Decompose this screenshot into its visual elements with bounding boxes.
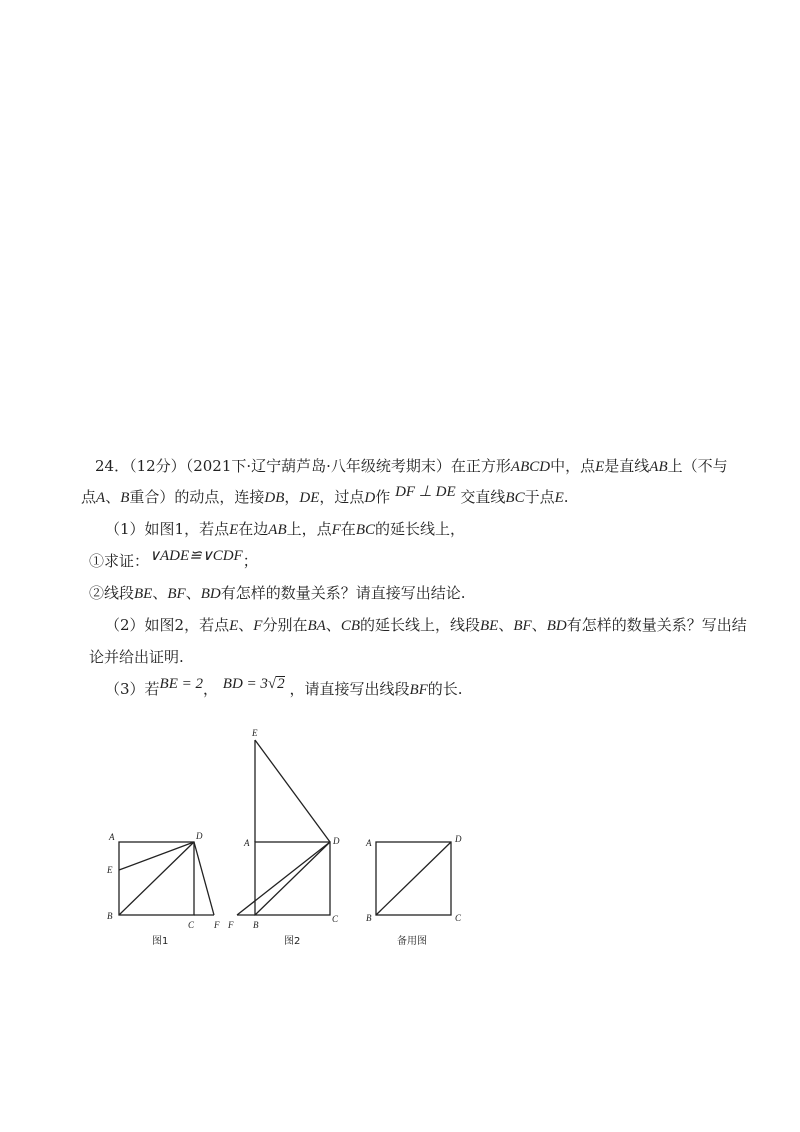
text-segment: 、 [152,584,168,602]
fig1-label-a: A [109,832,115,842]
text-segment: ，过点 [319,488,365,506]
text-segment: 的延长线上，线段 [359,616,480,634]
fig2-label-a: A [244,838,250,848]
subquestion-2-line-2 [89,647,184,667]
fig3-label-a: A [366,838,372,848]
figure-1 [106,831,220,947]
text-segment: 、 [531,616,547,634]
text-segment: 重合）的动点，连接 [129,488,265,506]
problem-line-1 [95,456,728,477]
text-segment: 分别在 [262,616,308,634]
fig3-label-c: C [455,913,462,923]
figure-2 [227,728,340,947]
subquestion-1-i [89,548,258,572]
text-segment: 有怎样的数量关系？写出结 [566,616,747,634]
text-segment: 在 [340,520,356,538]
fig2-caption: 图2 [284,936,301,947]
fig3-square [376,842,451,915]
fig1-segment-df [194,842,214,915]
text-segment: 在边 [238,520,269,538]
var-AB: AB [649,459,668,475]
fig1-label-b: B [107,911,113,921]
fig3-label-b: B [366,913,372,923]
text-segment: 交直线 [460,488,506,506]
var-AB: AB [268,522,287,538]
subquestion-3 [105,676,463,700]
fig1-label-f: F [214,920,220,930]
fig2-label-e: E [252,728,258,738]
math-df-perp-de: DF ⊥ DE [395,484,456,500]
var-E: E [229,522,239,538]
text-segment: 的长. [427,680,463,698]
text-segment: 、 [238,616,254,634]
fig2-segment-ed [255,740,330,842]
text-segment: 上，点 [286,520,332,538]
fig1-square [119,842,194,915]
fig2-segment-df [237,842,330,915]
problem-source: （2021下·辽宁葫芦岛·八年级统考期末） [185,457,451,475]
fig2-label-c: C [332,914,339,924]
subquestion-1 [105,519,465,540]
text-segment: （1）如图1，若点 [105,520,230,538]
problem-score: （12分） [129,457,186,475]
math-bd-eq-left: BD = 3 [222,676,268,692]
var-BC: BC [355,522,375,538]
text-segment: 上（不与 [667,457,728,475]
text-segment: 中，点 [550,457,596,475]
problem-text [81,456,747,698]
fig2-diagonal-bd [255,842,330,915]
text-segment: 点 [81,488,97,506]
var-BE: BE [480,618,499,634]
fig2-label-d: D [333,836,340,846]
var-BD: BD [546,618,567,634]
text-segment: 、 [325,616,341,634]
problem-number: 24． [95,457,130,475]
math-be-eq-2: BE = 2 [159,676,203,692]
fig3-label-d: D [455,834,462,844]
fig1-diagonal-bd [119,842,194,915]
var-BA: BA [307,618,326,634]
text-segment: 作 [375,488,391,506]
fig1-segment-de [119,842,194,870]
text-segment: ①求证： [89,552,150,570]
var-D: D [364,490,376,506]
var-A: A [96,490,106,506]
text-segment: 论并给出证明. [89,648,184,666]
text-segment: （3）若 [105,680,160,698]
subquestion-2 [105,615,747,636]
var-F: F [331,522,341,538]
figure-spare [365,834,462,947]
var-DE: DE [299,490,320,506]
math-bd-eq-radicand: 2 [277,676,285,692]
text-segment: 的延长线上， [374,520,465,538]
text-segment: 、 [185,584,201,602]
text-segment: 、 [498,616,514,634]
var-B: B [120,490,130,506]
var-BF: BF [167,586,186,602]
text-segment: 于点 [524,488,555,506]
text-segment: . [563,488,569,506]
text-segment: ， [203,680,219,698]
text-segment: 是直线 [604,457,650,475]
var-F: F [253,618,263,634]
text-segment: 在正方形 [450,457,511,475]
fig2-label-f: F [228,920,234,930]
text-segment: ； [242,552,258,570]
subquestion-1-ii [89,583,465,604]
text-segment: （2）如图2，若点 [105,616,230,634]
math-congruence: ∨ADE≌∨CDF [149,548,243,564]
math-bd-eq: BD = 3√2 [222,676,285,692]
var-BF: BF [409,682,428,698]
var-BF: BF [513,618,532,634]
problem-line-2 [81,484,569,508]
var-DB: DB [264,490,285,506]
text-segment: 有怎样的数量关系？请直接写出结论. [220,584,466,602]
var-E: E [595,459,605,475]
fig2-square [255,842,330,915]
text-segment: ， [284,488,300,506]
fig3-diagonal-bd [376,842,451,915]
var-BD: BD [200,586,221,602]
fig3-caption: 备用图 [397,936,427,947]
var-BC: BC [505,490,525,506]
var-E: E [554,490,564,506]
fig2-label-b: B [253,920,259,930]
var-ABCD: ABCD [510,459,551,475]
var-BE: BE [134,586,153,602]
fig1-label-e: E [107,865,113,875]
var-E: E [229,618,239,634]
fig1-label-c: C [188,920,195,930]
text-segment: 、 [105,488,121,506]
fig1-label-d: D [196,831,203,841]
fig1-caption: 图1 [152,936,169,947]
var-CB: CB [340,618,360,634]
text-segment: ②线段 [89,584,135,602]
text-segment: ，请直接写出线段 [289,680,410,698]
